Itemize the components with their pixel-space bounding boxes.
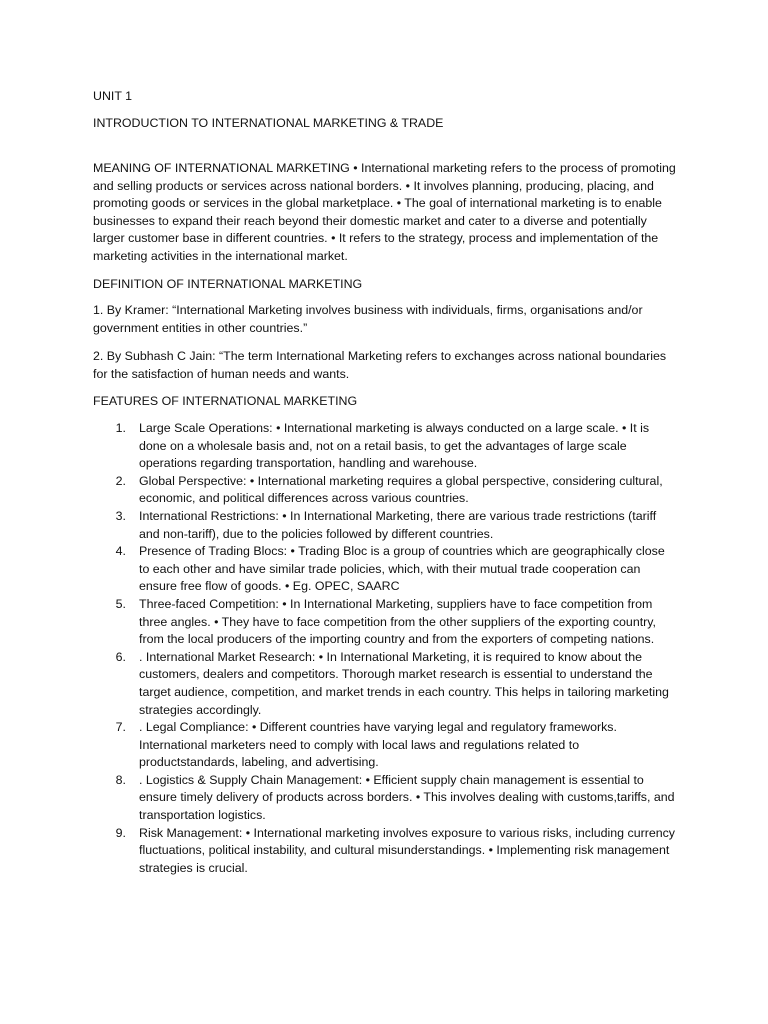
list-item-number: 6. [115,649,126,664]
features-heading: FEATURES OF INTERNATIONAL MARKETING [93,394,358,408]
list-item-text: International Restrictions: • In International Marketing, there are various trade restrictions (tariff and non-tariff), due to the policies followed by different countries. [139,508,657,541]
list-item-number: 7. [115,720,126,735]
features-list [93,420,678,877]
list-item [93,596,678,649]
list-item [93,719,678,772]
list-item [93,772,678,825]
list-item-number: 9. [115,825,126,840]
unit-label: UNIT 1 [93,89,133,103]
definition-jain: 2. By Subhash C Jain: “The term International Marketing refers to exchanges across national boundaries for the satisfaction of human needs and wants. [93,349,667,381]
list-item-text: Global Perspective: • International marketing requires a global perspective, considering cultural, economic, and political differences across various countries. [139,473,663,506]
list-item [93,543,678,596]
list-item [93,508,678,543]
list-item-text: Presence of Trading Blocs: • Trading Bloc is a group of countries which are geographically close to each other and have similar trade policies, which, with their mutual trade cooperation can ensure free flow of goods. • Eg. OPEC, SAARC [139,544,665,594]
list-item-text: Large Scale Operations: • International marketing is always conducted on a large scale. • It is done on a wholesale basis and, not on a retail basis, to get the advantages of large scale operations regarding transportation, handling and warehouse. [139,421,650,471]
definition-heading: DEFINITION OF INTERNATIONAL MARKETING [93,277,363,291]
list-item-text: . International Market Research: • In International Marketing, it is required to know about the customers, dealers and competitors. Thorough market research is essential to understand the target audience, competition, and market trends in each country. This helps in tailoring marketing strategies accordingly. [139,649,669,717]
list-item [93,420,678,473]
meaning-paragraph: MEANING OF INTERNATIONAL MARKETING • International marketing refers to the process of promoting and selling products or services across national borders. • It involves planning, producing, placing, and promoting goods or services in the global marketplace. • The goal of international marketing is to enable businesses to expand their reach beyond their domestic market and cater to a diverse and potentially larger customer base in different countries. • It refers to the strategy, process and implementation of the marketing activities in the international market. [93,161,676,263]
list-item-text: Three-faced Competition: • In International Marketing, suppliers have to face competition from three angles. • They have to face competition from the other suppliers of the exporting country, from the local producers of the importing country and from the exporters of competing nations. [139,596,656,647]
list-item-number: 8. [115,772,126,787]
list-item [93,473,678,508]
list-item [93,649,678,719]
list-item-number: 4. [115,544,126,559]
list-item-text: . Logistics & Supply Chain Management: • Efficient supply chain management is essential to ensure timely delivery of products across borders. • This involves dealing with customs,tariffs, and transportation logistics. [139,772,675,823]
list-item-number: 5. [115,596,126,611]
list-item-text: Risk Management: • International marketing involves exposure to various risks, including currency fluctuations, political instability, and cultural misunderstandings. • Implementing risk management strategies is crucial. [139,825,676,875]
document-title: INTRODUCTION TO INTERNATIONAL MARKETING & TRADE [93,116,444,130]
list-item [93,825,678,878]
definition-kramer: 1. By Kramer: “International Marketing involves business with individuals, firms, organisations and/or government entities in other countries.” [93,303,643,335]
list-item-number: 1. [115,421,126,435]
list-item-number: 3. [115,508,126,523]
list-item-text: . Legal Compliance: • Different countries have varying legal and regulatory frameworks. International marketers need to comply with local laws and regulations related to productstandards, labeling, and advertising. [139,720,617,770]
list-item-number: 2. [115,473,126,488]
